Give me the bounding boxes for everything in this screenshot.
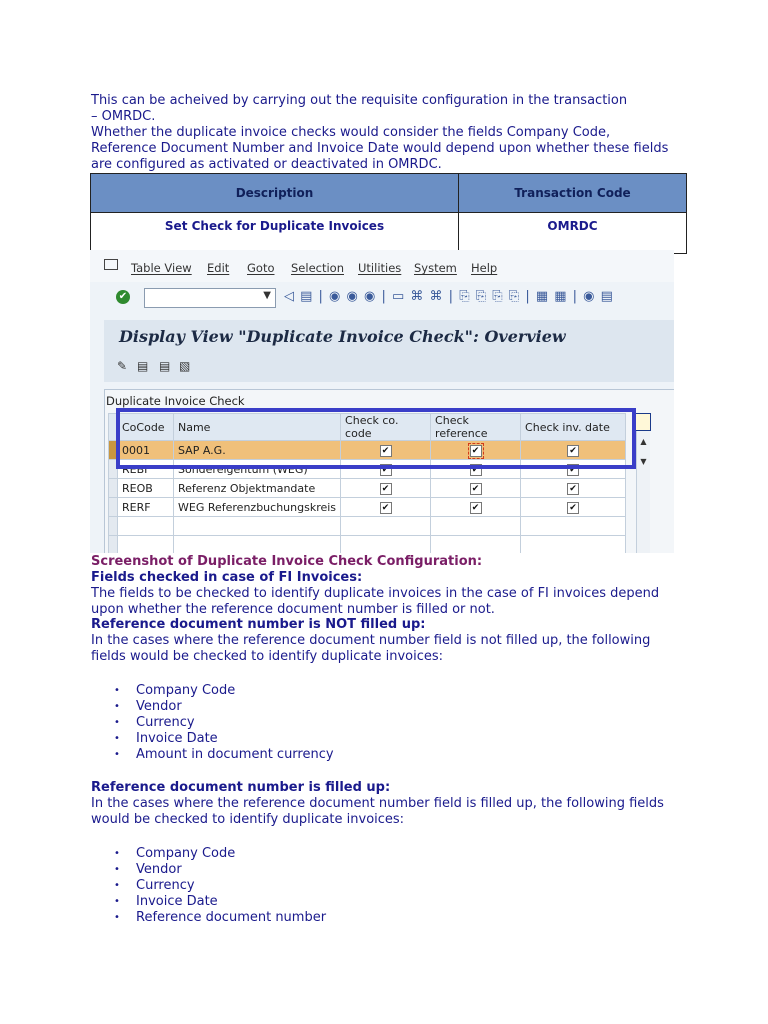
checkbox-co-code[interactable]: ✔: [380, 502, 392, 514]
checkbox-inv-date[interactable]: ✔: [567, 464, 579, 476]
transaction-table: [90, 173, 687, 254]
menu-table-view[interactable]: Table View: [131, 261, 192, 275]
list-not-filled: [112, 683, 334, 763]
menu-edit[interactable]: Edit: [207, 261, 230, 275]
list-item: • Vendor: [136, 699, 334, 715]
list-item: • Invoice Date: [136, 894, 326, 910]
table-row[interactable]: [109, 536, 626, 554]
select-all-icon[interactable]: ▤: [137, 359, 149, 373]
empty-cell: [118, 517, 174, 536]
checkbox-co-code[interactable]: ✔: [380, 483, 392, 495]
list-item: • Company Code: [136, 683, 334, 699]
not-filled-paragraph: [91, 633, 691, 665]
menu-selection[interactable]: Selection: [291, 261, 344, 275]
col-name[interactable]: Name: [174, 414, 341, 441]
row-selector[interactable]: [109, 498, 118, 517]
cell-transaction-code: OMRDC: [459, 213, 687, 254]
list-item: • Amount in document currency: [136, 747, 334, 763]
filled-line: would be checked to identify duplicate invoices:: [91, 812, 405, 827]
list-item: • Vendor: [136, 862, 326, 878]
deselect-all-icon[interactable]: ▧: [179, 359, 191, 373]
fi-heading: Fields checked in case of FI Invoices:: [91, 570, 363, 585]
command-field[interactable]: [144, 288, 276, 308]
cell-cocode: RERF: [118, 498, 174, 517]
empty-cell: [341, 536, 431, 554]
application-toolbar: [104, 352, 674, 382]
not-filled-line: In the cases where the reference document number field is not filled up, the following: [91, 633, 651, 648]
cell-cocode: REOB: [118, 479, 174, 498]
col-check-co-code[interactable]: Check co. code: [341, 414, 431, 441]
empty-cell: [118, 536, 174, 554]
row-selector[interactable]: [109, 479, 118, 498]
checkbox-reference[interactable]: ✔: [470, 502, 482, 514]
checkbox-reference[interactable]: ✔: [470, 445, 482, 457]
not-filled-heading: Reference document number is NOT filled up:: [91, 617, 426, 632]
row-selector[interactable]: [109, 536, 118, 554]
col-check-reference[interactable]: Check reference: [431, 414, 521, 441]
col-check-inv-date[interactable]: Check inv. date: [521, 414, 626, 441]
checkbox-reference[interactable]: ✔: [470, 483, 482, 495]
menu-bar: [90, 250, 674, 282]
intro-paragraph: [91, 93, 691, 173]
cell-cocode: 0001: [118, 441, 174, 460]
menu-system[interactable]: System: [414, 261, 457, 275]
column-settings-icon[interactable]: [634, 413, 651, 431]
col-cocode[interactable]: CoCode: [118, 414, 174, 441]
list-item: • Currency: [136, 878, 326, 894]
select-block-icon[interactable]: ▤: [159, 359, 171, 373]
cell-check-reference: [431, 498, 521, 517]
highlight-rectangle: [116, 408, 636, 469]
fi-line: upon whether the reference document number is filled or not.: [91, 602, 495, 617]
cell-cocode: REBI: [118, 460, 174, 479]
list-filled: [112, 846, 326, 926]
cell-name: SAP A.G.: [174, 441, 341, 460]
header-description: Description: [91, 174, 459, 213]
cell-check-inv-date: [521, 479, 626, 498]
cell-name: Referenz Objektmandate: [174, 479, 341, 498]
panel-title: Duplicate Invoice Check: [106, 394, 245, 408]
screen-title: Display View "Duplicate Invoice Check": Overview: [119, 327, 566, 346]
list-item: • Currency: [136, 715, 334, 731]
filled-line: In the cases where the reference document number field is filled up, the following fields: [91, 796, 664, 811]
cell-check-co-code: [341, 498, 431, 517]
cell-name: Sondereigentum (WEG): [174, 460, 341, 479]
menu-help[interactable]: Help: [471, 261, 498, 275]
list-item: • Invoice Date: [136, 731, 334, 747]
list-item: • Company Code: [136, 846, 326, 862]
table-row[interactable]: [109, 498, 626, 517]
scroll-up-icon[interactable]: ▲: [640, 437, 647, 446]
scroll-down-icon[interactable]: ▼: [640, 457, 647, 466]
menu-icon[interactable]: [104, 259, 118, 270]
filled-heading: Reference document number is filled up:: [91, 780, 391, 795]
row-selector[interactable]: [109, 517, 118, 536]
empty-cell: [341, 517, 431, 536]
table-row[interactable]: [109, 517, 626, 536]
cell-check-reference: [431, 479, 521, 498]
empty-cell: [521, 536, 626, 554]
vertical-scrollbar[interactable]: [636, 413, 650, 553]
checkbox-inv-date[interactable]: ✔: [567, 483, 579, 495]
display-change-icon[interactable]: ✎: [117, 359, 128, 373]
cell-check-inv-date: [521, 498, 626, 517]
fi-line: The fields to be checked to identify duplicate invoices in the case of FI invoices depend: [91, 586, 660, 601]
screen-title-bar: [104, 320, 674, 352]
list-item: • Reference document number: [136, 910, 326, 926]
toolbar-icons[interactable]: ◁ ▤ | ◉ ◉ ◉ | ▭ ⌘ ⌘ | ⎘ ⎘ ⎘ ⎘ | ▦ ▦ | ◉ ▤: [284, 289, 614, 304]
empty-cell: [431, 517, 521, 536]
sap-screenshot: [90, 250, 674, 553]
cell-check-co-code: [341, 479, 431, 498]
intro-line: Reference Document Number and Invoice Date would depend upon whether these fields: [91, 141, 669, 156]
enter-check-icon[interactable]: ✔: [116, 290, 130, 304]
intro-line: Whether the duplicate invoice checks would consider the fields Company Code,: [91, 125, 611, 140]
menu-utilities[interactable]: Utilities: [358, 261, 402, 275]
header-transaction-code: Transaction Code: [459, 174, 687, 213]
checkbox-co-code[interactable]: ✔: [380, 445, 392, 457]
screenshot-caption: Screenshot of Duplicate Invoice Check Configuration:: [91, 554, 483, 569]
table-row[interactable]: [109, 479, 626, 498]
intro-line: This can be acheived by carrying out the requisite configuration in the transaction: [91, 93, 628, 108]
chevron-down-icon[interactable]: ▼: [263, 290, 271, 301]
not-filled-line: fields would be checked to identify duplicate invoices:: [91, 649, 444, 664]
empty-cell: [521, 517, 626, 536]
fi-paragraph: [91, 586, 691, 618]
checkbox-inv-date[interactable]: ✔: [567, 502, 579, 514]
empty-cell: [174, 536, 341, 554]
cell-name: WEG Referenzbuchungskreis: [174, 498, 341, 517]
empty-cell: [431, 536, 521, 554]
checkbox-inv-date[interactable]: ✔: [567, 445, 579, 457]
checkbox-reference[interactable]: ✔: [470, 464, 482, 476]
menu-goto[interactable]: Goto: [247, 261, 275, 275]
intro-line: – OMRDC.: [91, 109, 156, 124]
filled-paragraph: [91, 796, 691, 828]
checkbox-co-code[interactable]: ✔: [380, 464, 392, 476]
empty-cell: [174, 517, 341, 536]
cell-description: Set Check for Duplicate Invoices: [91, 213, 459, 254]
intro-line: are configured as activated or deactivated in OMRDC.: [91, 157, 442, 172]
